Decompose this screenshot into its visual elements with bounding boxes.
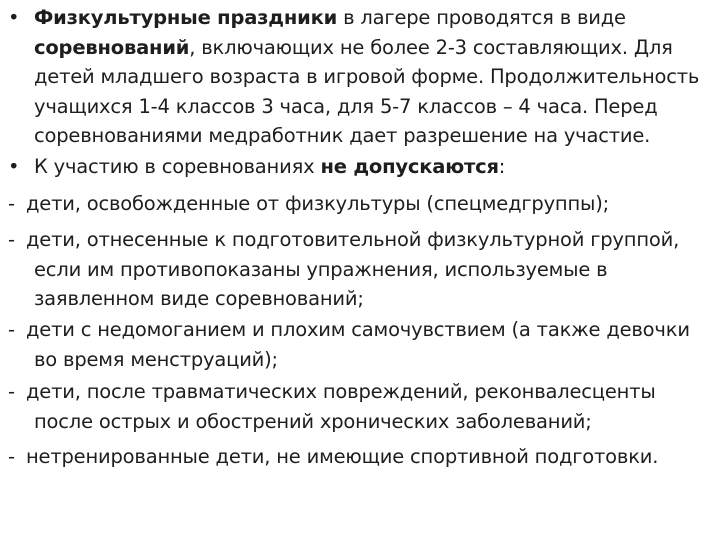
text-line <box>0 3 716 33</box>
text-span: дети с недомоганием и плохим самочувствием (а также девочки <box>26 318 690 341</box>
text-span: К участию в соревнованиях <box>34 155 321 178</box>
text-span: дети, отнесенные к подготовительной физкультурной группой, <box>26 228 680 251</box>
bold-text: соревнований <box>34 35 190 59</box>
dash-marker: - <box>8 445 15 468</box>
text-span: после острых и обострений хронических заболеваний; <box>34 409 592 433</box>
dash-marker: - <box>8 192 15 215</box>
text-line <box>0 315 716 345</box>
dash-item-injuries <box>0 377 716 436</box>
text-line <box>0 62 716 92</box>
text-span: если им противопоказаны упражнения, используемые в <box>34 257 608 281</box>
bullet-item-festivals <box>0 3 716 151</box>
text-span: дети, после травматических повреждений, реконвалесценты <box>26 380 656 403</box>
bold-text: Физкультурные праздники <box>34 6 338 29</box>
dash-marker: - <box>8 318 15 341</box>
text-span: в лагере проводятся в виде <box>337 6 626 29</box>
text-span: учащихся 1-4 классов 3 часа, для 5-7 классов – 4 часа. Перед <box>34 94 658 118</box>
dash-item-ailment <box>0 315 716 374</box>
bullet-marker: • <box>8 155 20 178</box>
bullet-item-not-admitted <box>0 152 716 182</box>
text-span: нетренированные дети, не имеющие спортивной подготовки. <box>26 445 659 468</box>
text-line <box>0 442 716 472</box>
text-line <box>0 345 716 375</box>
text-span: дети, освобожденные от физкультуры (спецмедгруппы); <box>26 192 609 215</box>
text-span: заявленном виде соревнований; <box>34 287 364 310</box>
text-line <box>0 33 716 63</box>
text-line <box>0 189 716 219</box>
text-span: : <box>498 155 506 178</box>
text-span: , включающих не более 2-3 составляющих. Для <box>189 35 673 59</box>
dash-item-preparatory-group <box>0 225 716 314</box>
text-line <box>0 284 716 314</box>
text-line <box>0 407 716 437</box>
text-line <box>0 152 716 182</box>
text-line <box>0 121 716 151</box>
text-span: во время менструаций); <box>34 347 278 371</box>
dash-item-exempt <box>0 189 716 219</box>
text-line <box>0 225 716 255</box>
dash-marker: - <box>8 228 15 251</box>
dash-item-untrained <box>0 442 716 472</box>
text-line <box>0 255 716 285</box>
text-span: соревнованиями медработник дает разрешение на участие. <box>34 124 651 147</box>
text-line <box>0 377 716 407</box>
text-span: детей младшего возраста в игровой форме. Продолжительность <box>34 65 700 88</box>
dash-marker: - <box>8 380 15 403</box>
bullet-marker: • <box>8 6 20 29</box>
text-line <box>0 92 716 122</box>
bold-text: не допускаются <box>320 155 499 178</box>
